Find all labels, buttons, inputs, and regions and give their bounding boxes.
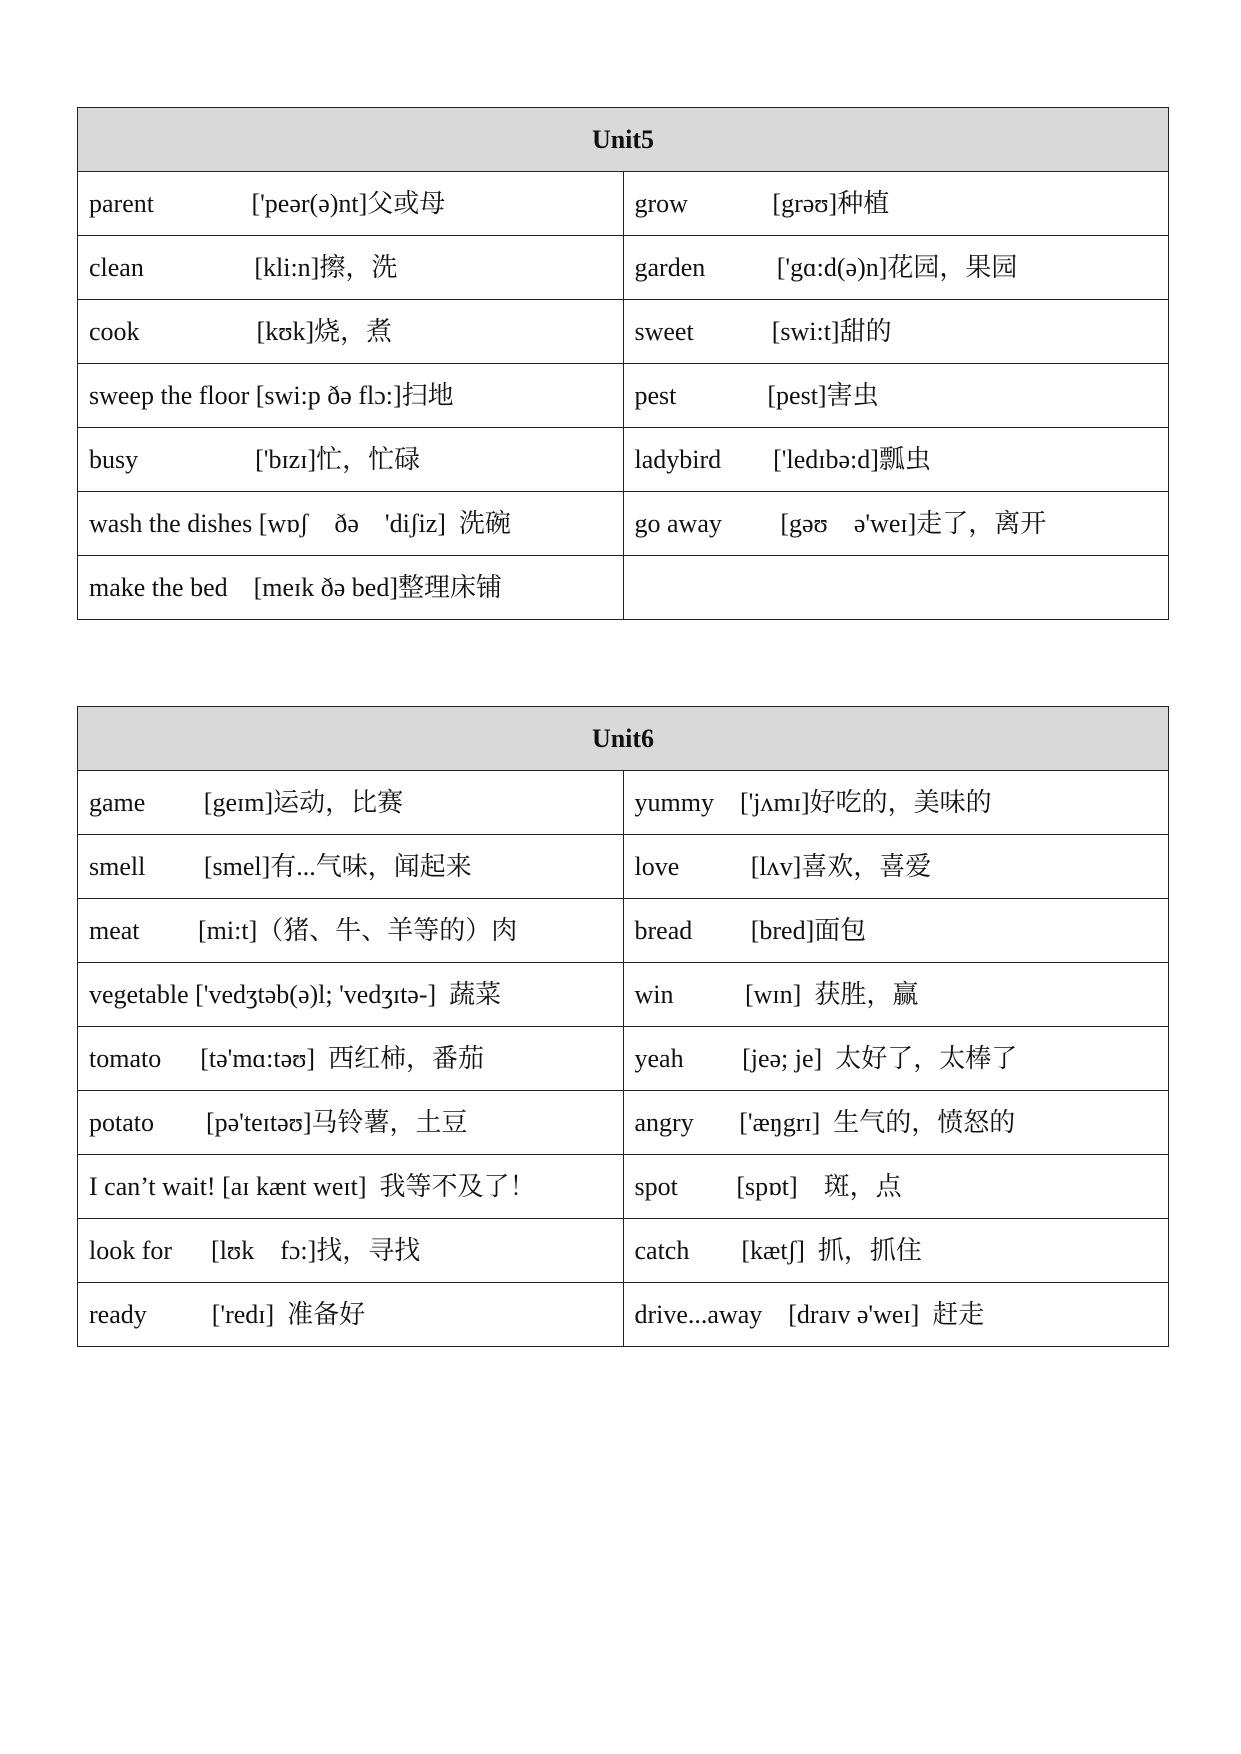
table-row	[78, 172, 1169, 236]
vocab-cell: pest [pest]害虫	[623, 364, 1169, 428]
vocab-cell: bread [bred]面包	[623, 899, 1169, 963]
vocab-cell: potato [pə'teɪtəʊ]马铃薯，土豆	[78, 1091, 624, 1155]
vocab-cell: love [lʌv]喜欢，喜爱	[623, 835, 1169, 899]
table-row	[78, 492, 1169, 556]
vocab-cell: catch [kætʃ] 抓，抓住	[623, 1219, 1169, 1283]
table-row	[78, 835, 1169, 899]
vocab-cell: garden ['gɑ:d(ə)n]花园，果园	[623, 236, 1169, 300]
empty-cell	[623, 556, 1169, 620]
table-row	[78, 1027, 1169, 1091]
table-row	[78, 556, 1169, 620]
vocab-cell: make the bed [meɪk ðə bed]整理床铺	[78, 556, 624, 620]
vocab-cell: look for [lʊk fɔ:]找，寻找	[78, 1219, 624, 1283]
vocab-cell: clean [kli:n]擦，洗	[78, 236, 624, 300]
vocab-cell: angry ['æŋgrɪ] 生气的，愤怒的	[623, 1091, 1169, 1155]
vocab-cell: tomato [tə'mɑ:təʊ] 西红柿，番茄	[78, 1027, 624, 1091]
table-row	[78, 771, 1169, 835]
unit5-vocabulary-table	[77, 107, 1169, 620]
vocab-cell: sweet [swi:t]甜的	[623, 300, 1169, 364]
table-row	[78, 963, 1169, 1027]
vocab-cell: smell [smel]有...气味，闻起来	[78, 835, 624, 899]
vocab-cell: wash the dishes [wɒʃ ðə 'diʃiz] 洗碗	[78, 492, 624, 556]
unit-title: Unit6	[78, 707, 1169, 771]
vocab-cell: spot [spɒt] 斑，点	[623, 1155, 1169, 1219]
vocab-cell: I can’t wait! [aɪ kænt weɪt] 我等不及了！	[78, 1155, 624, 1219]
table-row	[78, 236, 1169, 300]
table-row	[78, 1283, 1169, 1347]
unit6-vocabulary-table	[77, 706, 1169, 1347]
table-row	[78, 364, 1169, 428]
vocab-cell: ladybird ['ledɪbə:d]瓢虫	[623, 428, 1169, 492]
vocab-cell: sweep the floor [swi:p ðə flɔ:]扫地	[78, 364, 624, 428]
table-row	[78, 1091, 1169, 1155]
table-row	[78, 428, 1169, 492]
table-row	[78, 1219, 1169, 1283]
vocab-cell: ready ['redɪ] 准备好	[78, 1283, 624, 1347]
table-header-row	[78, 707, 1169, 771]
vocab-cell: game [geɪm]运动，比赛	[78, 771, 624, 835]
vocab-cell: yummy ['jʌmɪ]好吃的，美味的	[623, 771, 1169, 835]
unit-title: Unit5	[78, 108, 1169, 172]
table-header-row	[78, 108, 1169, 172]
vocab-cell: grow [grəʊ]种植	[623, 172, 1169, 236]
vocab-cell: meat [mi:t]（猪、牛、羊等的）肉	[78, 899, 624, 963]
vocab-cell: busy ['bɪzɪ]忙，忙碌	[78, 428, 624, 492]
vocab-cell: parent ['peər(ə)nt]父或母	[78, 172, 624, 236]
table-row	[78, 300, 1169, 364]
vocab-cell: go away [gəʊ ə'weɪ]走了，离开	[623, 492, 1169, 556]
vocab-cell: win [wɪn] 获胜，赢	[623, 963, 1169, 1027]
table-row	[78, 1155, 1169, 1219]
vocab-cell: yeah [jeə; je] 太好了，太棒了	[623, 1027, 1169, 1091]
vocab-cell: drive...away [draɪv ə'weɪ] 赶走	[623, 1283, 1169, 1347]
table-row	[78, 899, 1169, 963]
vocab-cell: cook [kʊk]烧，煮	[78, 300, 624, 364]
vocab-cell: vegetable ['vedʒtəb(ə)l; 'vedʒɪtə-] 蔬菜	[78, 963, 624, 1027]
